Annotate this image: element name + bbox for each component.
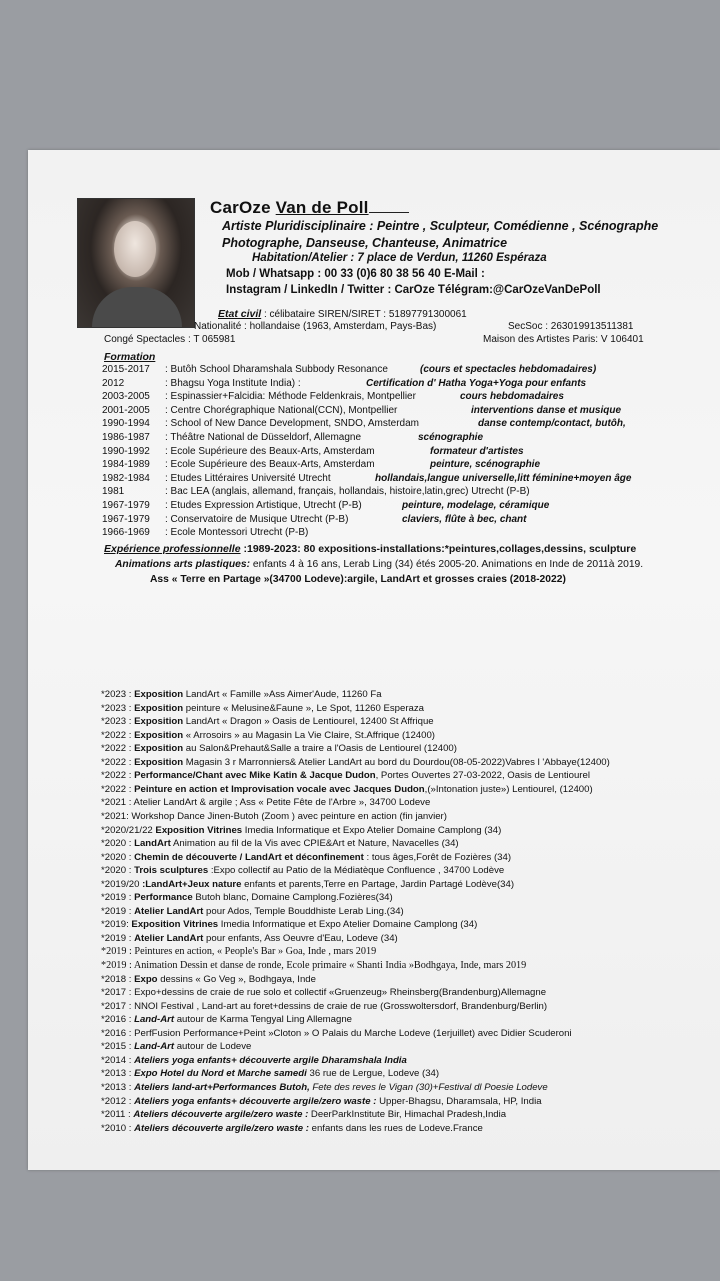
exposition-highlight: Exposition — [134, 689, 184, 700]
formation-institution: : Conservatoire de Musique Utrecht (P-B) — [165, 513, 349, 525]
animations-line — [115, 559, 643, 570]
exposition-year: *2017 : — [101, 987, 135, 999]
exposition-year: *2023 : — [101, 702, 135, 714]
exposition-year: *2019 : — [101, 960, 134, 971]
exposition-year: *2016 : — [101, 1027, 135, 1039]
exposition-text: Workshop Dance Jinen-Butoh (Zoom ) avec peinture en action (fin janvier) — [131, 810, 447, 822]
civil-status-text: : célibataire SIREN/SIRET : 51897791300061 — [263, 309, 467, 320]
ass-line: Ass « Terre en Partage »(34700 Lodeve):argile, LandArt et grosses craies (2018-2022) — [150, 574, 566, 585]
formation-institution: : Etudes Littéraires Université Utrecht — [165, 472, 331, 484]
phone: Mob / Whatsapp : 00 33 (0)6 80 38 56 40 E-Mail : — [226, 268, 485, 280]
experience-title: Expérience professionnelle — [104, 543, 241, 555]
exposition-highlight: Land-Art — [134, 1041, 175, 1053]
formation-institution: : Ecole Montessori Utrecht (P-B) — [165, 527, 309, 539]
formation-description: peinture, modelage, céramique — [402, 500, 550, 511]
exposition-text: au Salon&Prehaut&Salle a traire a l'Oasis de Lentiourel (12400) — [183, 743, 457, 755]
formation-description: hollandais,langue universelle,litt féminine+moyen âge — [375, 472, 632, 484]
exposition-highlight: Ateliers yoga enfants+ découverte argile Dharamshala India — [134, 1054, 407, 1066]
formation-years: 2012 — [102, 377, 125, 389]
exposition-highlight: Chemin de découverte / LandArt et déconfinement — [134, 851, 364, 863]
formation-institution: : Ecole Supérieure des Beaux-Arts, Amsterdam — [165, 445, 375, 457]
exposition-text: NNOI Festival , Land-art au foret+dessins de craie de rue (Grosswoltersdorf, Brandenburg/Berlin) — [134, 1000, 548, 1012]
exposition-text: LandArt « Famille »Ass Aimer'Aude, 11260 Fa — [183, 689, 382, 700]
exposition-year: *2023 : — [101, 689, 135, 700]
exposition-row — [101, 1068, 439, 1079]
exposition-row — [101, 1014, 352, 1025]
exposition-row — [101, 770, 590, 781]
exposition-highlight: Ateliers découverte argile/zero waste : — [133, 1109, 309, 1121]
exposition-year: *2013 : — [101, 1081, 135, 1093]
exposition-year: *2020/21/22 — [101, 824, 156, 836]
address: Habitation/Atelier : 7 place de Verdun, 11260 Espéraza — [252, 252, 547, 264]
exposition-text: , Portes Ouvertes 27-03-2022, Oasis de Lentiourel — [375, 770, 590, 782]
exposition-highlight: :LandArt+Jeux nature — [142, 878, 242, 890]
exposition-text: Magasin 3 r Marronniers& Atelier LandArt au bord du Dourdou(08-05-2022)Vabres l 'Abbaye(12400) — [183, 756, 610, 768]
exposition-year: *2015 : — [101, 1041, 135, 1053]
exposition-highlight: Expo Hotel du Nord et Marche samedi — [134, 1068, 307, 1080]
exposition-highlight: Exposition — [134, 729, 184, 741]
exposition-text: Atelier LandArt & argile ; Ass « Petite Fête de l'Arbre », 34700 Lodeve — [133, 797, 431, 809]
exposition-row — [101, 1001, 547, 1012]
conge-spectacles: Congé Spectacles : T 065981 — [104, 334, 236, 345]
exposition-text: :Expo collectif au Patio de la Médiatèque Confluence , 34700 Lodève — [208, 865, 505, 877]
formation-description: scénographie — [418, 432, 484, 443]
exposition-row — [101, 987, 546, 998]
secsoc: SecSoc : 263019913511381 — [508, 321, 634, 332]
formation-years: 1981 — [102, 486, 125, 498]
exposition-text: peinture « Melusine&Faune », Le Spot, 11260 Esperaza — [183, 702, 425, 714]
animations-text: enfants 4 à 16 ans, Lerab Ling (34) étés 2005-20. Animations en Inde de 2011à 2019. — [252, 559, 644, 570]
formation-description: formateur d'artistes — [430, 445, 524, 457]
exposition-highlight: Performance/Chant avec Mike Katin & Jacque Dudon — [134, 770, 376, 782]
formation-institution: : Ecole Supérieure des Beaux-Arts, Amsterdam — [165, 459, 375, 471]
portrait-photo — [77, 198, 195, 328]
exposition-year: *2010 : — [101, 1122, 135, 1134]
exposition-text: 36 rue de Lergue, Lodeve (34) — [306, 1068, 440, 1080]
formation-institution: : Etudes Expression Artistique, Utrecht (P-B) — [165, 500, 362, 511]
exposition-text: Butoh blanc, Domaine Camplong.Fozières(34) — [192, 892, 393, 904]
exposition-text: LandArt « Dragon » Oasis de Lentiourel, 12400 St Affrique — [183, 716, 434, 728]
portrait-body — [92, 287, 182, 327]
exposition-year: *2021 : — [101, 797, 134, 809]
formation-years: 1982-1984 — [102, 472, 150, 484]
formation-years: 1984-1989 — [102, 459, 150, 471]
exposition-year: *2020 : — [101, 838, 135, 850]
formation-description: danse contemp/contact, butôh, — [478, 418, 626, 430]
exposition-text: autour de Karma Tengyal Ling Allemagne — [174, 1014, 353, 1026]
formation-institution: : Espinassier+Falcidia: Méthode Feldenkrais, Montpellier — [165, 391, 416, 403]
exposition-row — [101, 906, 404, 917]
exposition-year: *2022 : — [101, 756, 135, 768]
exposition-highlight: Peinture en action et Improvisation vocale avec Jacques Dudon — [134, 783, 425, 795]
exposition-row — [101, 974, 316, 985]
exposition-row — [101, 1096, 542, 1107]
exposition-row — [101, 865, 504, 876]
title-line-2: Photographe, Danseuse, Chanteuse, Animatrice — [222, 236, 508, 250]
exposition-row — [101, 919, 477, 930]
last-name: Van de Poll — [275, 198, 369, 217]
exposition-row — [101, 852, 511, 863]
exposition-text: Peintures en action, « People's Bar » Goa, Inde , mars 2019 — [134, 946, 377, 958]
exposition-highlight: Performance — [134, 892, 193, 904]
formation-years: 2001-2005 — [102, 404, 150, 416]
formation-years: 1986-1987 — [102, 432, 150, 443]
exposition-year: *2017 : — [101, 1000, 135, 1012]
portrait-face — [114, 221, 156, 277]
exposition-text: PerfFusion Performance+Peint »Cloton » O Palais du Marche Lodeve (1erjuillet) avec Didier Scuderoni — [134, 1027, 572, 1039]
formation-description: interventions danse et musique — [471, 404, 622, 416]
exposition-row — [101, 838, 459, 849]
formation-years: 1990-1992 — [102, 445, 150, 457]
exposition-year: *2022 : — [101, 783, 135, 795]
exposition-year: *2022 : — [101, 729, 135, 741]
exposition-highlight: Expo — [134, 973, 158, 985]
exposition-row — [101, 797, 430, 808]
exposition-text: enfants et parents,Terre en Partage, Jardin Partagé Lodève(34) — [241, 878, 515, 890]
exposition-year: *2016 : — [101, 1014, 135, 1026]
exposition-row — [101, 1082, 548, 1093]
formation-description: peinture, scénographie — [430, 459, 541, 471]
civil-label: Etat civil — [218, 308, 262, 320]
exposition-year: *2021: — [101, 810, 132, 822]
formation-description: claviers, flûte à bec, chant — [402, 513, 527, 525]
exposition-text: pour enfants, Ass Oeuvre d'Eau, Lodeve (34) — [203, 932, 398, 944]
exposition-row — [101, 933, 398, 944]
exposition-row — [101, 946, 376, 957]
exposition-year: *2013 : — [101, 1068, 135, 1080]
exposition-row — [101, 743, 457, 754]
formation-institution: : Bhagsu Yoga Institute India) : — [165, 377, 301, 389]
formation-years: 1967-1979 — [102, 513, 150, 525]
exposition-text: « Arrosoirs » au Magasin La Vie Claire, St.Affrique (12400) — [183, 729, 436, 741]
exposition-highlight: LandArt — [134, 838, 171, 850]
exposition-year: *2022 : — [101, 743, 135, 755]
exposition-row — [101, 1041, 251, 1052]
formation-institution: : School of New Dance Development, SNDO, Amsterdam — [165, 418, 419, 430]
exposition-row — [101, 1123, 483, 1134]
experience-line — [104, 543, 636, 555]
exposition-year: *2022 : — [101, 770, 135, 782]
exposition-text: Imedia Informatique et Expo Atelier Domaine Camplong (34) — [242, 824, 502, 836]
exposition-highlight: Trois sculptures — [134, 865, 209, 877]
exposition-highlight: Ateliers land-art+Performances Butoh, — [134, 1081, 310, 1093]
formation-description: (cours et spectacles hebdomadaires) — [420, 364, 597, 375]
exposition-row — [101, 784, 593, 795]
exposition-text: Animation au fil de la Vis avec CPIE&Art et Nature, Navacelles (34) — [170, 838, 459, 850]
exposition-year: *2019: — [101, 919, 132, 931]
exposition-highlight: Exposition — [134, 716, 184, 728]
formation-institution: : Centre Chorégraphique National(CCN), Montpellier — [165, 404, 398, 416]
exposition-year: *2019 : — [101, 932, 135, 944]
formation-years: 2015-2017 — [102, 364, 150, 375]
exposition-highlight: Exposition — [134, 756, 184, 768]
exposition-row — [101, 811, 447, 822]
exposition-row — [101, 1109, 506, 1120]
title-line-1: Artiste Pluridisciplinaire : Peintre , Sculpteur, Comédienne , Scénographe — [222, 219, 659, 233]
maison-artistes: Maison des Artistes Paris: V 106401 — [483, 334, 644, 345]
exposition-row — [101, 1055, 407, 1066]
civil-status — [218, 308, 467, 320]
exposition-row — [101, 757, 610, 768]
exposition-text: enfants dans les rues de Lodeve.France — [308, 1122, 483, 1134]
exposition-highlight: Atelier LandArt — [134, 932, 204, 944]
exposition-highlight: Land-Art — [134, 1014, 175, 1026]
exposition-text: pour Ados, Temple Bouddhiste Lerab Ling.(34) — [203, 905, 404, 917]
exposition-text: Expo+dessins de craie de rue solo et collectif «Gruenzeug» Rheinsberg(Brandenburg)Allemagne — [134, 987, 547, 999]
exposition-year: *2023 : — [101, 716, 135, 728]
exposition-row — [101, 730, 435, 741]
formation-institution: : Théâtre National de Düsseldorf, Allemagne — [165, 432, 362, 443]
exposition-highlight: Exposition — [134, 743, 184, 755]
exposition-text: Fete des reves le Vigan (30)+Festival dl Poesie Lodeve — [309, 1081, 548, 1093]
exposition-row — [101, 892, 393, 903]
exposition-row — [101, 825, 501, 836]
exposition-text: : tous âges,Forêt de Fozières (34) — [363, 851, 512, 863]
exposition-year: *2019 : — [101, 946, 135, 958]
exposition-year: *2019 : — [101, 892, 135, 904]
cv-page — [28, 150, 720, 1170]
exposition-row — [101, 716, 434, 727]
formation-description: cours hebdomadaires — [460, 391, 564, 403]
exposition-row — [101, 960, 526, 971]
exposition-highlight: Exposition Vitrines — [131, 919, 219, 931]
exposition-year: *2014 : — [101, 1054, 135, 1066]
formation-description: Certification d' Hatha Yoga+Yoga pour enfants — [366, 377, 587, 389]
formation-institution: : Bac LEA (anglais, allemand, français, hollandais, histoire,latin,grec) Utrecht (P-B) — [165, 486, 530, 498]
exposition-year: *2020 : — [101, 865, 135, 877]
exposition-highlight: Atelier LandArt — [134, 905, 204, 917]
exposition-year: *2019/20 — [101, 878, 143, 890]
exposition-text: dessins « Go Veg », Bodhgaya, Inde — [157, 973, 316, 985]
social-links: Instagram / LinkedIn / Twitter : CarOze Télégram:@CarOzeVanDePoll — [226, 284, 601, 296]
exposition-year: *2020 : — [101, 851, 135, 863]
exposition-text: ,(»Intonation juste») Lentiourel, (12400) — [424, 783, 593, 795]
exposition-year: *2018 : — [101, 973, 135, 985]
exposition-text: autour de Lodeve — [174, 1041, 252, 1053]
formation-years: 2003-2005 — [102, 391, 150, 403]
formation-years: 1966-1969 — [102, 527, 150, 539]
exposition-row — [101, 879, 514, 890]
first-name: CarOze — [210, 198, 271, 217]
formation-institution: : Butôh School Dharamshala Subbody Resonance — [165, 364, 388, 375]
exposition-text: DeerParkInstitute Bir, Himachal Pradesh,India — [308, 1109, 507, 1121]
exposition-highlight: Ateliers découverte argile/zero waste : — [134, 1122, 309, 1134]
cv-name — [210, 198, 409, 218]
formation-years: 1967-1979 — [102, 500, 150, 511]
formation-years: 1990-1994 — [102, 418, 150, 430]
exposition-highlight: Exposition Vitrines — [155, 824, 243, 836]
exposition-text: Imedia Informatique et Expo Atelier Domaine Camplong (34) — [218, 919, 478, 931]
exposition-row — [101, 689, 382, 700]
exposition-row — [101, 1028, 572, 1039]
formation-title: Formation — [104, 351, 156, 363]
exposition-row — [101, 703, 424, 714]
exposition-year: *2019 : — [101, 905, 135, 917]
exposition-text: Animation Dessin et danse de ronde, Ecole primaire « Shanti India »Bodhgaya, Inde, mars 2019 — [133, 960, 527, 971]
experience-summary: :1989-2023: 80 expositions-installations:*peintures,collages,dessins, sculpture — [243, 543, 637, 555]
exposition-year: *2011 : — [101, 1109, 134, 1121]
exposition-year: *2012 : — [101, 1095, 135, 1107]
exposition-text: Upper-Bhagsu, Dharamsala, HP, India — [376, 1095, 542, 1107]
exposition-highlight: Exposition — [134, 702, 184, 714]
animations-label: Animations arts plastiques: — [115, 559, 251, 570]
exposition-highlight: Ateliers yoga enfants+ découverte argile/zero waste : — [134, 1095, 377, 1107]
nationality: Nationalité : hollandaise (1963, Amsterdam, Pays-Bas) — [194, 321, 437, 332]
